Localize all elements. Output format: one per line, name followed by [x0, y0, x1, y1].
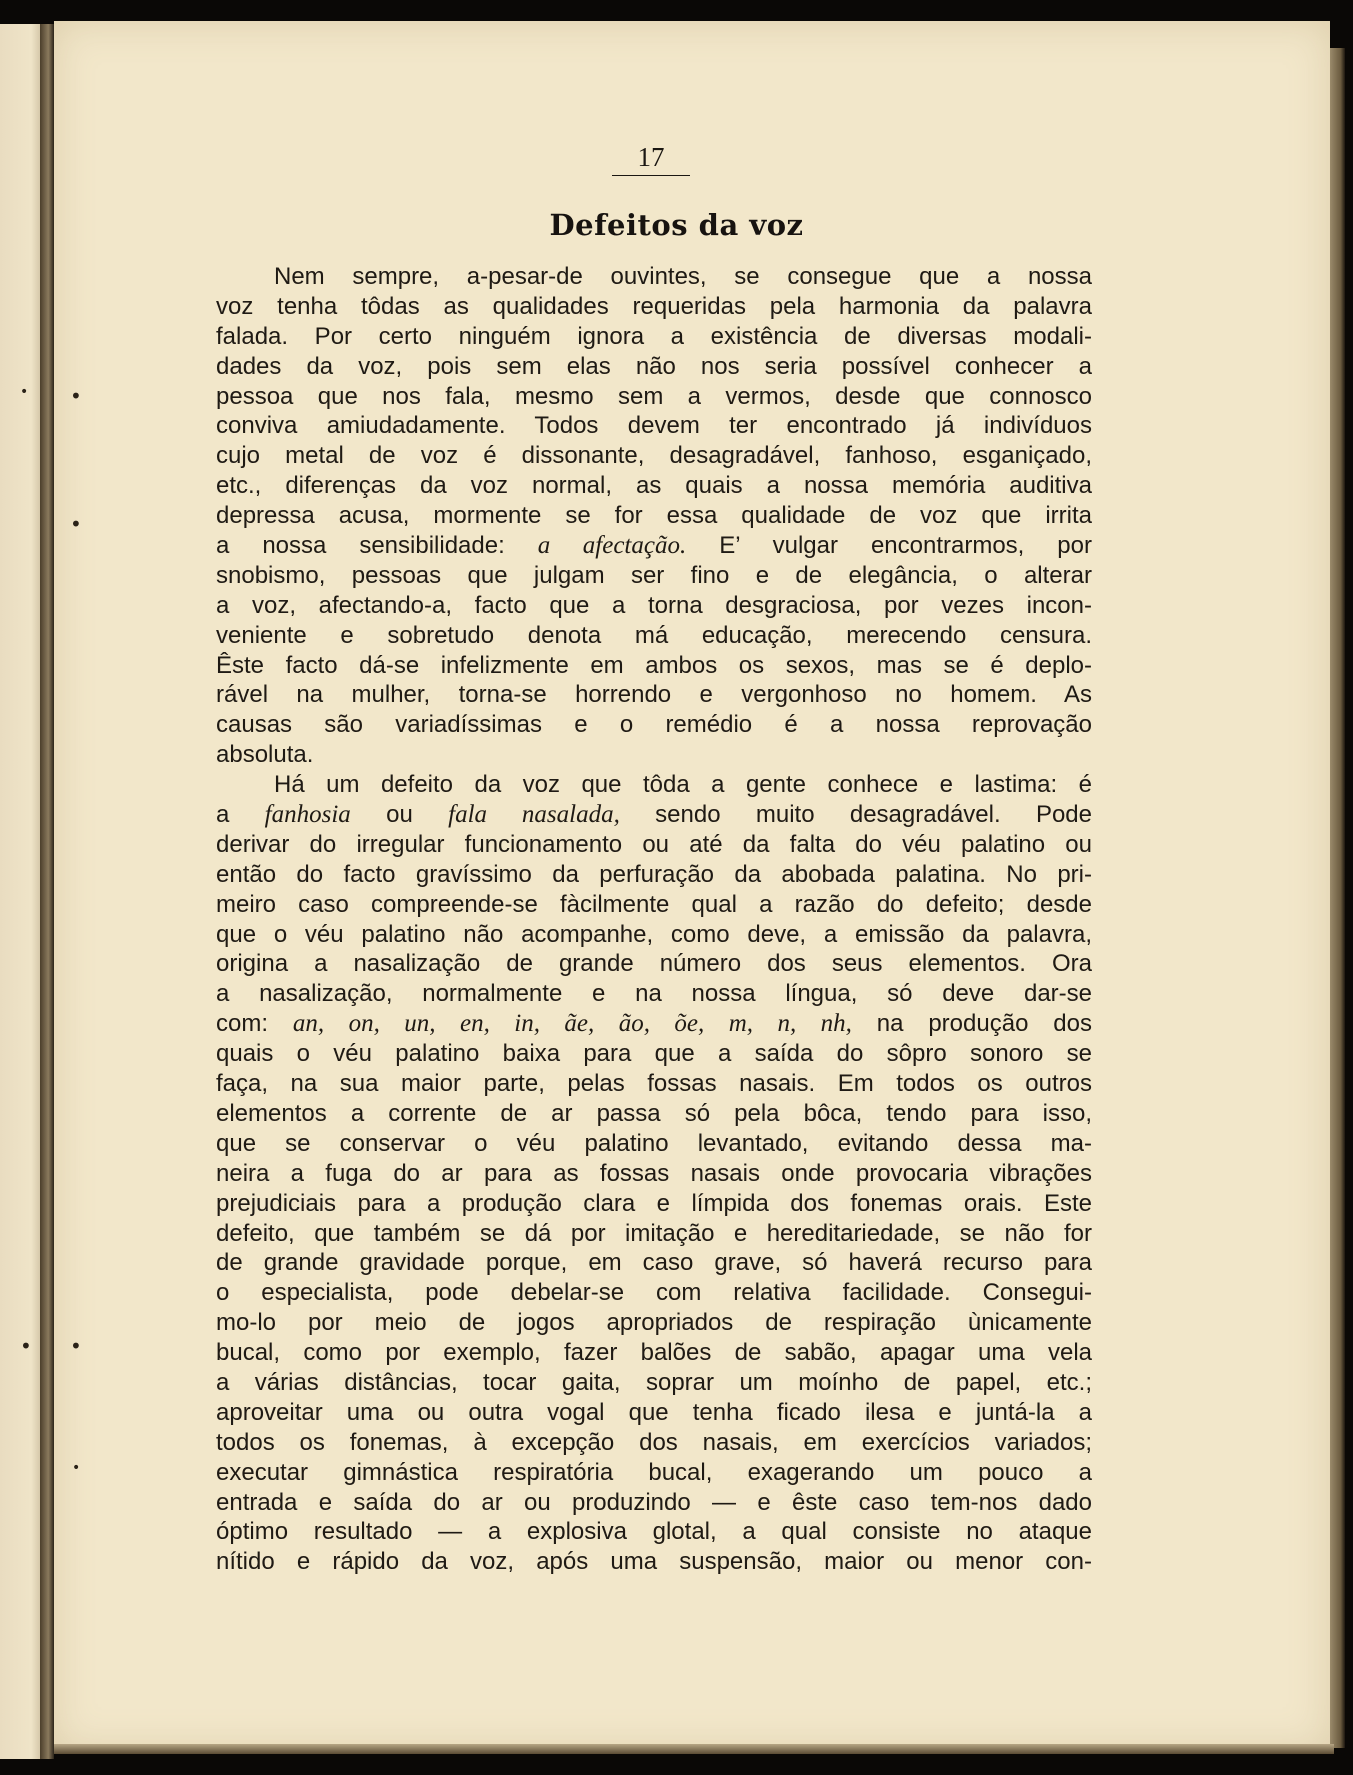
text-segment: todos os fonemas, à excepção dos nasais, em exercícios variados; [216, 1428, 1092, 1456]
text-line [216, 920, 1092, 950]
margin-mark: • [70, 512, 82, 536]
text-segment: voz tenha tôdas as qualidades requeridas pela harmonia da palavra [216, 292, 1092, 320]
page-bottom-edge [54, 1744, 1334, 1754]
text-segment: bucal, como por exemplo, fazer balões de sabão, apagar uma vela [216, 1339, 1092, 1367]
text-segment: a várias distâncias, tocar gaita, soprar um moínho de papel, etc.; [216, 1368, 1092, 1396]
section-title: Defeitos da voz [549, 208, 804, 242]
text-line [216, 471, 1092, 501]
italic-term: a afectação. [537, 532, 687, 560]
text-segment: Êste facto dá-se infelizmente em ambos os sexos, mas se é deplo- [216, 651, 1092, 679]
text-segment: Nem sempre, a-pesar-de ouvintes, se consegue que a nossa [274, 263, 1092, 290]
text-segment: que o véu palatino não acompanhe, como deve, a emissão da palavra, [216, 920, 1092, 948]
text-line [216, 651, 1092, 681]
text-segment: nítido e rápido da voz, após uma suspensão, maior ou menor con- [216, 1548, 1092, 1576]
italic-term: fala nasalada, [448, 801, 620, 829]
text-line [216, 1458, 1092, 1488]
text-line [216, 1338, 1092, 1368]
text-line [216, 501, 1092, 531]
text-line [216, 949, 1092, 979]
text-segment: o especialista, pode debelar-se com relativa facilidade. Consegui- [216, 1279, 1092, 1307]
text-segment: aproveitar uma ou outra vogal que tenha ficado ilesa e juntá-la a [216, 1398, 1092, 1426]
page-right-edge [1330, 48, 1345, 1748]
text-line [216, 1488, 1092, 1518]
text-line [216, 1547, 1092, 1577]
text-segment: de grande gravidade porque, em caso grave, só haverá recurso para [216, 1249, 1092, 1277]
text-line [216, 262, 1092, 292]
text-line [216, 1069, 1092, 1099]
text-segment: absoluta. [216, 741, 314, 769]
text-segment: a voz, afectando-a, facto que a torna desgraciosa, por vezes incon- [216, 591, 1092, 619]
text-segment: causas são variadíssimas e o remédio é a nossa reprovação [216, 711, 1092, 739]
text-line [216, 890, 1092, 920]
text-line [216, 800, 1092, 830]
text-segment: Há um defeito da voz que tôda a gente conhece e lastima: é [274, 771, 1092, 799]
text-segment: snobismo, pessoas que julgam ser fino e de elegância, o alterar [216, 561, 1092, 589]
text-segment: executar gimnástica respiratória bucal, exagerando um pouco a [216, 1458, 1092, 1486]
text-segment: prejudiciais para a produção clara e límpida dos fonemas orais. Este [216, 1189, 1092, 1217]
text-line [216, 1428, 1092, 1458]
text-segment: veniente e sobretudo denota má educação, merecendo censura. [216, 621, 1092, 649]
text-segment: elementos a corrente de ar passa só pela bôca, tendo para isso, [216, 1099, 1092, 1127]
text-segment: derivar do irregular funcionamento ou até da falta do véu palatino ou [216, 830, 1092, 858]
text-line [216, 322, 1092, 352]
text-line [216, 561, 1092, 591]
text-segment: rável na mulher, torna-se horrendo e vergonhoso no homem. As [216, 681, 1092, 709]
text-line [216, 1219, 1092, 1249]
italic-term: an, on, un, en, in, ãe, ão, õe, m, n, nh, [292, 1010, 852, 1038]
text-segment: mo-lo por meio de jogos apropriados de respiração ùnicamente [216, 1309, 1092, 1337]
text-line [216, 1039, 1092, 1069]
text-segment: origina a nasalização de grande número dos seus elementos. Ora [216, 950, 1092, 978]
page-number: 17 [612, 142, 690, 176]
text-segment: cujo metal de voz é dissonante, desagradável, fanhoso, esganiçado, [216, 442, 1092, 470]
book-gutter [40, 24, 54, 1759]
text-line [216, 591, 1092, 621]
text-segment: depressa acusa, mormente se for essa qualidade de voz que irrita [216, 502, 1092, 530]
margin-mark: • [20, 1334, 32, 1358]
text-line [216, 1308, 1092, 1338]
text-segment: sendo muito desagradável. Pode [619, 801, 1093, 829]
text-segment: conviva amiudadamente. Todos devem ter encontrado já indivíduos [216, 412, 1092, 440]
text-segment: na produção dos [851, 1010, 1092, 1038]
text-segment: quais o véu palatino baixa para que a saída do sôpro sonoro se [216, 1040, 1092, 1068]
text-segment: meiro caso compreende-se fàcilmente qual a razão do defeito; desde [216, 890, 1092, 918]
text-line [216, 1009, 1092, 1039]
text-line [216, 292, 1092, 322]
italic-term: fanhosia [264, 801, 351, 829]
text-line [216, 352, 1092, 382]
margin-mark: • [70, 384, 82, 408]
text-segment: ou [350, 801, 449, 829]
text-line [216, 1278, 1092, 1308]
text-line [216, 1398, 1092, 1428]
text-line [216, 860, 1092, 890]
text-line [216, 710, 1092, 740]
text-segment: que se conservar o véu palatino levantado, evitando dessa ma- [216, 1129, 1092, 1157]
text-segment: então do facto gravíssimo da perfuração da abobada palatina. No pri- [216, 860, 1092, 888]
text-line [216, 740, 1092, 770]
text-line [216, 441, 1092, 471]
text-line [216, 1099, 1092, 1129]
text-line [216, 1248, 1092, 1278]
text-segment: defeito, que também se dá por imitação e hereditariedade, se não for [216, 1219, 1092, 1247]
text-line [216, 621, 1092, 651]
text-line [216, 1517, 1092, 1547]
text-segment: falada. Por certo ninguém ignora a existência de diversas modali- [216, 322, 1092, 350]
text-segment: neira a fuga do ar para as fossas nasais onde provocaria vibrações [216, 1159, 1092, 1187]
text-line [216, 830, 1092, 860]
text-segment: pessoa que nos fala, mesmo sem a vermos, desde que connosco [216, 382, 1092, 410]
text-line [216, 1368, 1092, 1398]
text-line [216, 1159, 1092, 1189]
text-segment: E’ vulgar encontrarmos, por [686, 532, 1092, 560]
margin-mark: • [20, 384, 29, 400]
text-line [216, 1129, 1092, 1159]
text-segment: a [216, 801, 265, 829]
text-segment: faça, na sua maior parte, pelas fossas nasais. Em todos os outros [216, 1070, 1092, 1098]
margin-mark: • [72, 1460, 81, 1476]
body-text [216, 262, 1092, 1577]
text-segment: com: [216, 1010, 293, 1038]
text-segment: dades da voz, pois sem elas não nos seria possível conhecer a [216, 352, 1092, 380]
text-line [216, 680, 1092, 710]
text-line [216, 411, 1092, 441]
text-line [216, 979, 1092, 1009]
text-line [216, 770, 1092, 800]
text-line [216, 531, 1092, 561]
text-segment: etc., diferenças da voz normal, as quais a nossa memória auditiva [216, 472, 1092, 500]
text-line [216, 382, 1092, 412]
text-segment: a nasalização, normalmente e na nossa língua, só deve dar-se [216, 980, 1092, 1008]
margin-mark: • [70, 1334, 82, 1358]
text-segment: óptimo resultado — a explosiva glotal, a qual consiste no ataque [216, 1518, 1092, 1546]
text-segment: a nossa sensibilidade: [216, 532, 538, 560]
text-line [216, 1189, 1092, 1219]
text-segment: entrada e saída do ar ou produzindo — e êste caso tem-nos dado [216, 1488, 1092, 1516]
